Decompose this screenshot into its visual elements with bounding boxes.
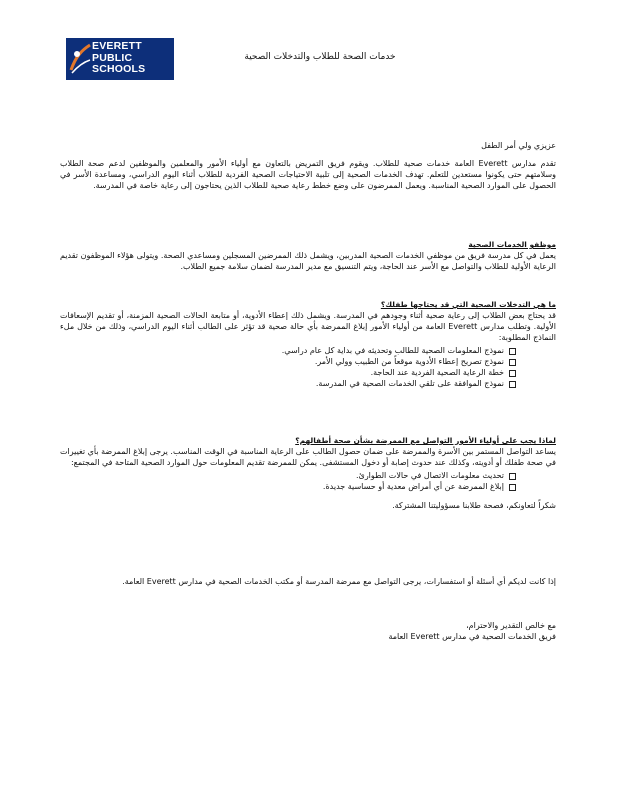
logo-line-2: PUBLIC xyxy=(92,51,133,64)
thanks-note: شكراً لتعاونكم، فصحة طلابنا مسؤوليتنا المشتركة. xyxy=(392,501,556,510)
section-paragraph: يعمل في كل مدرسة فريق من موظفي الخدمات الصحية المدربين، ويشمل ذلك الممرضين المسجلين ومساعدي الصحة. ويتولى هؤلاء الموظفون تقديم الرعاية الأولية للطلاب والتواصل مع الأسر عند الحاجة، ويتم التنسيق مع مدير المدرسة لضمان سلامة جميع الطلاب. xyxy=(60,251,556,271)
district-logo xyxy=(66,38,174,80)
closing-wish: مع خالص التقدير والاحترام، xyxy=(466,621,556,630)
list-item: نموذج الموافقة على تلقي الخدمات الصحية في المدرسة. xyxy=(60,378,516,389)
section-staff xyxy=(60,240,556,272)
section-heading: ما هي التدخلات الصحية التي قد يحتاجها طفلك؟ xyxy=(380,300,556,309)
intro-paragraph: تقدم مدارس Everett العامة خدمات صحية للطلاب. ويقوم فريق التمريض بالتعاون مع أولياء الأمور والمعلمين والموظفين لدعم صحة الطلاب وسلامتهم حتى يكونوا مستعدين للتعلم. تهدف الخدمات الصحية إلى تلبية الاحتياجات الصحية الفردية للطلاب أثناء اليوم الدراسي، ومساعدة الأسر في الحصول على الموارد الصحية المناسبة. ويعمل الممرضون على وضع خطط رعاية صحية للطلاب الذين يحتاجون إلى رعاية خاصة في المدرسة. xyxy=(60,159,556,190)
list-item: إبلاغ الممرضة عن أي أمراض معدية أو حساسية جديدة. xyxy=(60,481,516,492)
required-forms-list xyxy=(60,345,556,389)
section-paragraph: قد يحتاج بعض الطلاب إلى رعاية صحية أثناء وجودهم في المدرسة. ويشمل ذلك إعطاء الأدوية، أو متابعة الحالات الصحية المزمنة، أو تقديم الإسعافات الأولية. وتطلب مدارس Everett العامة من أولياء الأمور إبلاغ الممرضة بأي حالة صحية قد تؤثر على الطالب أثناء اليوم الدراسي، وذلك من خلال ملء النماذج المطلوبة: xyxy=(60,311,557,342)
section-communication xyxy=(60,436,556,511)
list-item: خطة الرعاية الصحية الفردية عند الحاجة. xyxy=(60,367,516,378)
closing-block xyxy=(260,620,556,642)
section-interventions xyxy=(60,300,556,389)
swoosh-icon xyxy=(68,42,92,76)
list-item: نموذج المعلومات الصحية للطالب وتحديثه في بداية كل عام دراسي. xyxy=(60,345,516,356)
list-item: تحديث معلومات الاتصال في حالات الطوارئ. xyxy=(60,470,516,481)
greeting: عزيزي ولي أمر الطفل xyxy=(481,141,556,150)
contact-paragraph: إذا كانت لديكم أي أسئلة أو استفسارات، يرجى التواصل مع ممرضة المدرسة أو مكتب الخدمات الصحية في مدارس Everett العامة. xyxy=(122,577,556,586)
logo-line-1: EVERETT xyxy=(92,40,142,52)
document-title: خدمات الصحة للطلاب والتدخلات الصحية xyxy=(244,52,396,62)
logo-wordmark xyxy=(92,41,145,76)
closing-signature: فريق الخدمات الصحية في مدارس Everett العامة xyxy=(388,632,556,641)
logo-line-3: SCHOOLS xyxy=(92,63,146,75)
section-heading: موظفو الخدمات الصحية xyxy=(468,240,556,249)
parent-actions-list xyxy=(60,470,556,492)
list-item: نموذج تصريح إعطاء الأدوية موقعاً من الطبيب وولي الأمر. xyxy=(60,356,516,367)
letter-intro xyxy=(60,140,556,191)
section-heading: لماذا يجب على أولياء الأمور التواصل مع الممرضة بشأن صحة أطفالهم؟ xyxy=(295,436,556,445)
section-paragraph: يساعد التواصل المستمر بين الأسرة والممرضة على ضمان حصول الطالب على الرعاية المناسبة في الوقت المناسب. يرجى إبلاغ الممرضة بأي تغييرات في صحة طفلك أو أدويته، وكذلك عند حدوث إصابة أو دخول المستشفى. يمكن للممرضة تقديم المعلومات حول الموارد الصحية المتاحة في المجتمع: xyxy=(60,447,556,467)
